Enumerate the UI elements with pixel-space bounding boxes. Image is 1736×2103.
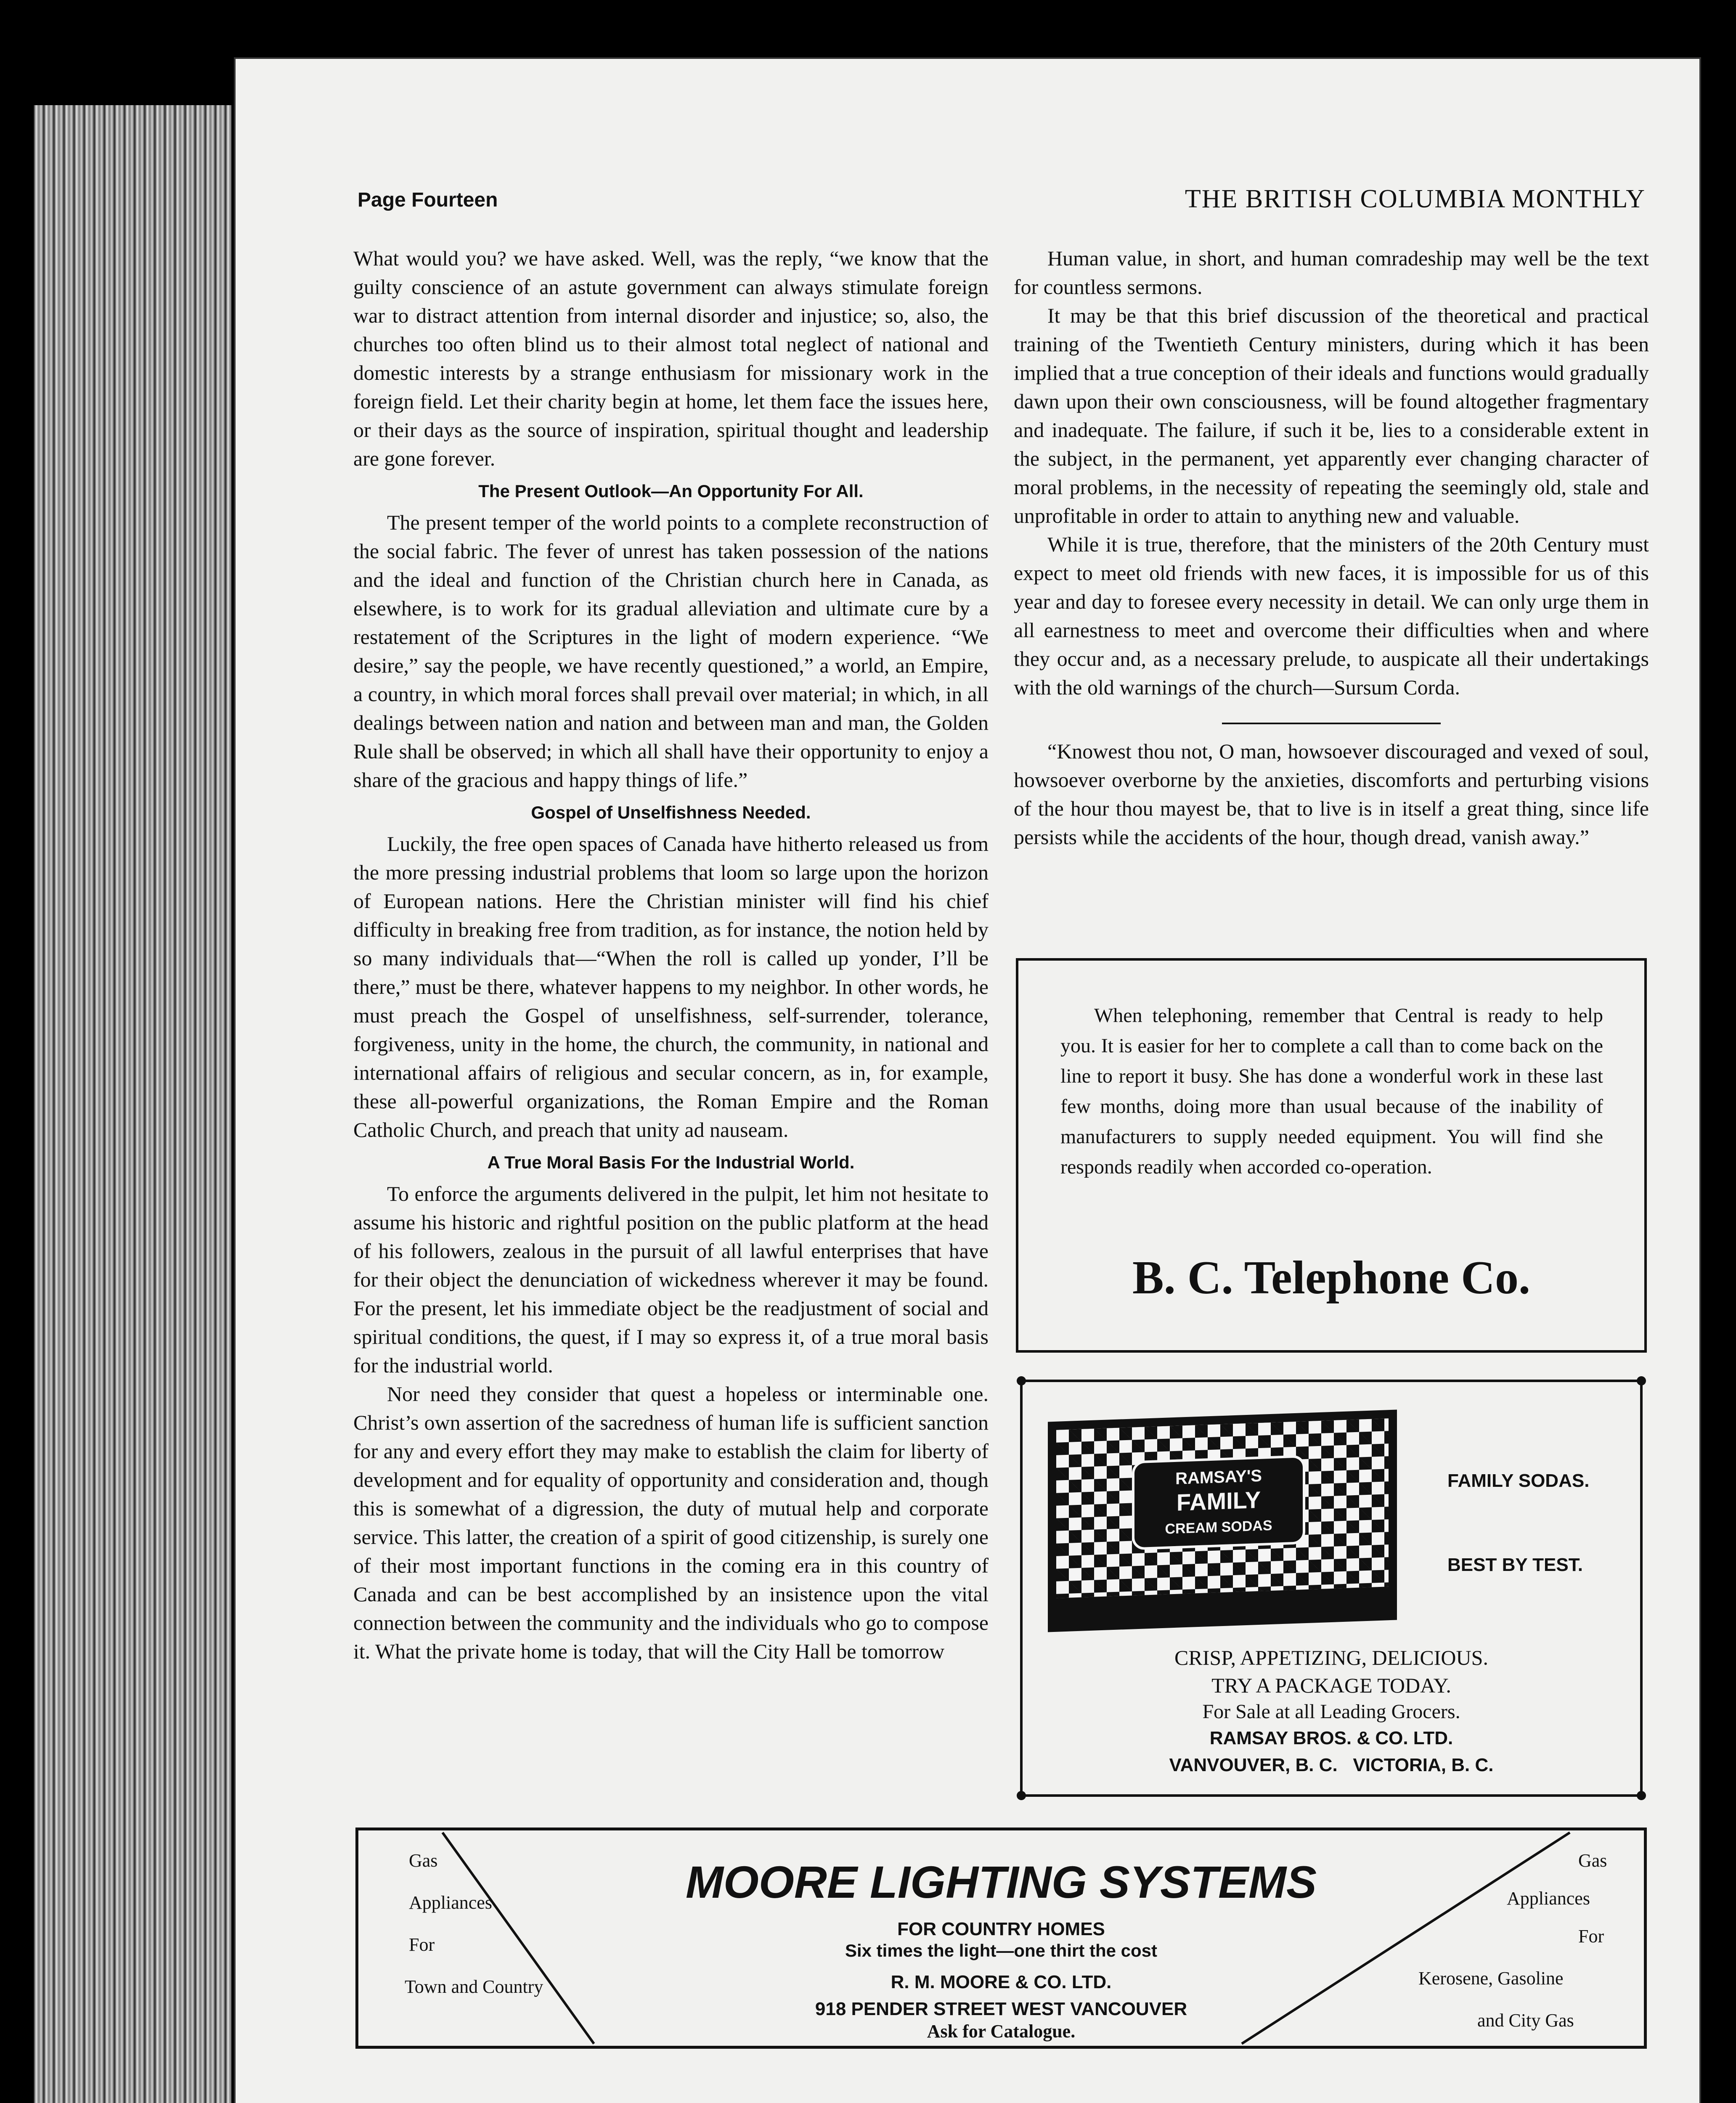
paragraph: To enforce the arguments delivered in the pulpit, let him not hesitate to assume his historic and rightful position on the public platform at the head of his followers, zealous in the pursuit of all lawful enterprises that have for their object the denunciation of wickedness wherever it may be found. For the present, let his immediate object be the readjustment of social and spiritual conditions, the quest, if I may so express it, of a true moral basis for the industrial world. [353, 1182, 989, 1377]
section-heading: Gospel of Unselfishness Needed. [531, 803, 811, 822]
moore-subtitle: Six times the light—one thirt the cost [845, 1941, 1158, 1960]
box-label [1132, 1455, 1305, 1550]
paragraph: Nor need they consider that quest a hopeless or interminable one. Christ’s own assertion of the sacredness of human life is sufficient sanction for any and every effort they may make to establish the claim for liberty of development and for equality of opportunity and consideration and, though this is somewhat of a digression, the duty of mutual help and corporate service. This latter, the creation of a spirit of good citizenship, is surely one of their most important functions in the coming era in this country of Canada and can be best accomplished by an insistence upon the vital connection between the community and the individuals who go to compose it. What the private home is today, that will the City Hall be tomorrow [353, 1382, 989, 1663]
right-side-text: Kerosene, Gasoline [1418, 1968, 1564, 1989]
page-number: Page Fourteen [358, 189, 498, 211]
moore-lighting-advertisement [355, 1828, 1647, 2049]
paragraph: It may be that this brief discussion of the theoretical and practical training of the Twentieth Century ministers, during which it has been implied that a true conception of their ideals and functions would gradually dawn upon their own consciousness, will be found altogether fragmentary and inadequate. The failure, if such it be, lies to a considerable extent in the subject, in the permanent, yet apparently ever changing character of moral problems, in the necessity of repeating the seemingly old, stale and unprofitable in order to attain to anything new and valuable. [1014, 304, 1649, 527]
right-column [1014, 244, 1649, 851]
left-side-text: Town and Country [405, 1976, 543, 1997]
section-heading: The Present Outlook—An Opportunity For All. [478, 481, 864, 501]
left-column [353, 244, 989, 1666]
moore-address: 918 PENDER STREET WEST VANCOUVER [815, 1999, 1187, 2019]
paragraph: Human value, in short, and human comradeship may well be the text for countless sermons. [1014, 246, 1649, 299]
moore-catalog: Ask for Catalogue. [927, 2021, 1076, 2042]
paragraph: While it is true, therefore, that the ministers of the 20th Century must expect to meet old friends with new faces, it is impossible for us of this year and day to foresee every necessity in detail. We can only urge them in all earnestness to meet and overcome their difficulties when and where they occur and, as a necessary prelude, to auspicate all their undertakings with the old warnings of the church—Sursum Corda. [1014, 532, 1649, 699]
ad-line: TRY A PACKAGE TODAY. [1211, 1674, 1451, 1697]
right-side-text: For [1578, 1926, 1604, 1947]
corner-dot [1017, 1791, 1026, 1800]
ad-locations: VANVOUVER, B. C. VICTORIA, B. C. [1169, 1755, 1494, 1775]
box-family: FAMILY [1176, 1486, 1261, 1516]
corner-dot [1637, 1376, 1646, 1385]
left-side-text: For [409, 1934, 435, 1955]
box-brand: RAMSAY'S [1175, 1466, 1262, 1488]
ad-line: CRISP, APPETIZING, DELICIOUS. [1174, 1646, 1488, 1669]
ramsay-advertisement [1020, 1380, 1643, 1797]
telephone-advertisement [1016, 958, 1647, 1353]
book-page-edges [34, 105, 231, 2103]
divider [1222, 723, 1441, 724]
ad-line: For Sale at all Leading Grocers. [1202, 1700, 1460, 1723]
ad-company: RAMSAY BROS. & CO. LTD. [1209, 1728, 1453, 1748]
moore-subtitle: FOR COUNTRY HOMES [897, 1919, 1105, 1939]
left-side-text: Appliances [409, 1892, 492, 1913]
corner-dot [1017, 1376, 1026, 1385]
quote: “Knowest thou not, O man, howsoever discouraged and vexed of soul, howsoever overborne by the anxieties, discomforts and perturbing visions of the hour thou mayest be, that to live is in itself a great thing, since life persists while the accidents of the hour, though dread, vanish away.” [1014, 739, 1649, 849]
right-side-text: and City Gas [1477, 2010, 1574, 2031]
paragraph: The present temper of the world points to a complete reconstruction of the social fabric. The fever of unrest has taken possession of the nations and the ideal and function of the Christian church here in Canada, as elsewhere, is to work for its gradual alleviation and ultimate cure by a restatement of the Scriptures in the light of modern experience. “We desire,” say the people, we have recently questioned,” a world, an Empire, a country, in which moral forces shall prevail over material; in which, in all dealings between nation and nation and between man and man, the Golden Rule shall be observed; in which all shall have their opportunity to enjoy a share of the gracious and happy things of life.” [353, 511, 989, 792]
cracker-box-illustration [1048, 1410, 1397, 1632]
right-side-text: Gas [1578, 1850, 1607, 1871]
tagline: BEST BY TEST. [1447, 1555, 1583, 1575]
section-heading: A True Moral Basis For the Industrial World. [487, 1152, 855, 1172]
magazine-title: THE BRITISH COLUMBIA MONTHLY [1185, 185, 1646, 213]
tagline: FAMILY SODAS. [1447, 1470, 1590, 1491]
box-product: CREAM SODAS [1165, 1517, 1272, 1537]
right-side-text: Appliances [1507, 1888, 1590, 1909]
moore-company: R. M. MOORE & CO. LTD. [891, 1972, 1112, 1992]
corner-dot [1637, 1791, 1646, 1800]
moore-title: MOORE LIGHTING SYSTEMS [685, 1857, 1317, 1907]
paragraph: What would you? we have asked. Well, was the reply, “we know that the guilty conscience of an astute government can always stimulate foreign war to distract attention from internal disorder and injustice; so, also, the churches too often blind us to their almost total neglect of national and domestic interests by a strange enthusiasm for missionary work in the foreign field. Let their charity begin at home, let them face the issues here, or their days as the source of inspiration, spiritual thought and leadership are gone forever. [353, 246, 989, 470]
left-side-text: Gas [409, 1850, 438, 1871]
paragraph: Luckily, the free open spaces of Canada have hitherto released us from the more pressing industrial problems that loom so large upon the horizon of European nations. Here the Christian minister will find his chief difficulty in breaking free from tradition, as for instance, the notion held by so many individuals that—“When the roll is called up yonder, I’ll be there,” must be there, whatever happens to my neighbor. In other words, he must preach the Gospel of unselfishness, self-surrender, tolerance, forgiveness, unity in the home, the church, the community, in national and international affairs of religious and secular concern, as in, for example, these all-powerful organizations, the Roman Empire and the Roman Catholic Church, and preach that unity ad nauseam. [353, 832, 989, 1142]
telephone-ad-body: When telephoning, remember that Central is ready to help you. It is easier for her to complete a call than to come back on the line to report it busy. She has done a wonderful work in these last few months, doing more than usual because of the inability of manufacturers to supply needed equipment. You will find she responds readily when accorded co-operation. [1060, 1004, 1603, 1178]
telephone-company-name: B. C. Telephone Co. [1132, 1252, 1530, 1304]
